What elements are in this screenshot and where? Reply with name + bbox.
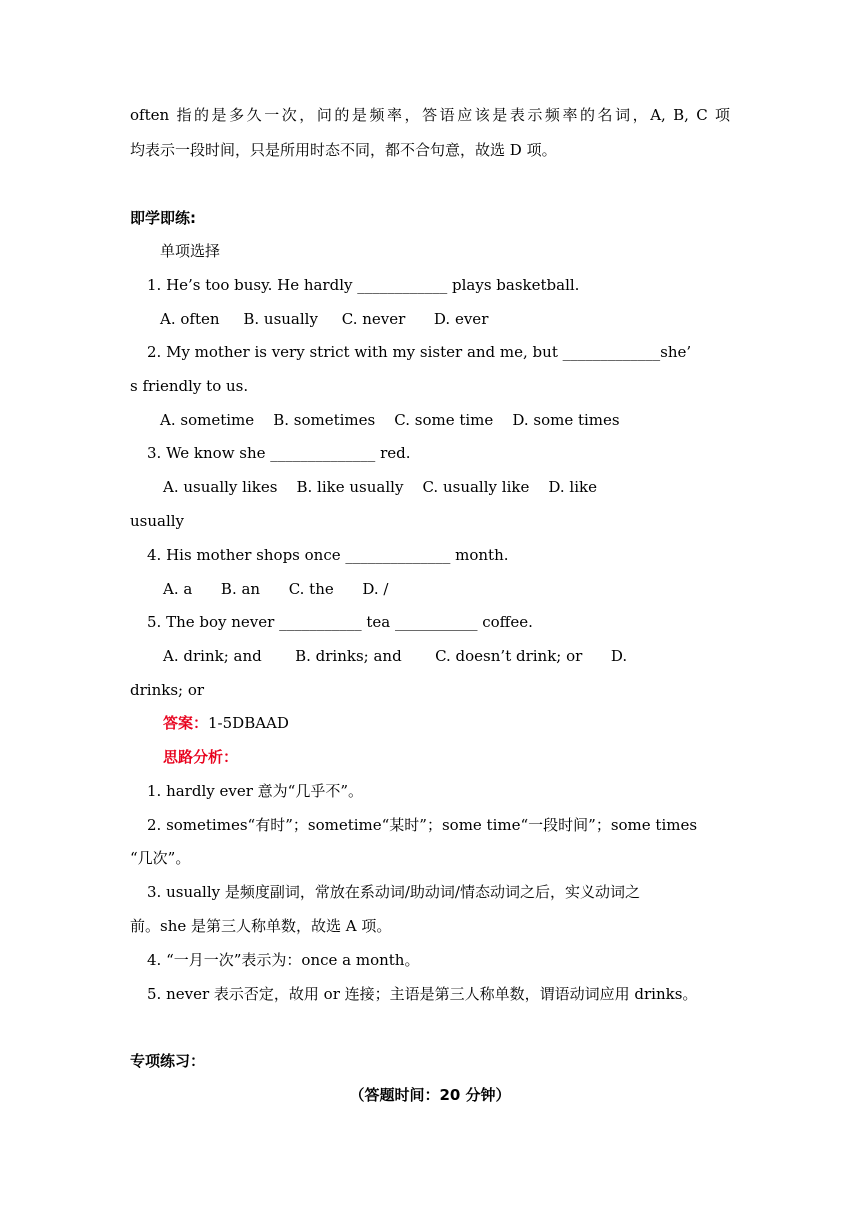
- analysis-1: 1. hardly ever 意为“几乎不”。: [147, 782, 363, 800]
- practice-subheading: 单项选择: [160, 242, 221, 260]
- analysis-2-line-1: 2. sometimes“有时”；sometime“某时”；some time“一段时间”；some times: [147, 816, 698, 834]
- question-2-line-2: s friendly to us.: [130, 377, 249, 395]
- analysis-2-line-2: “几次”。: [130, 849, 191, 867]
- question-2-options: A. sometime B. sometimes C. some time D. some times: [160, 411, 620, 429]
- question-4-options: A. a B. an C. the D. /: [163, 580, 389, 598]
- practice-heading: 即学即练:: [130, 209, 196, 227]
- intro-line-1: often 指的是多久一次，问的是频率，答语应该是表示频率的名词，A, B, C 项: [130, 106, 730, 124]
- analysis-label: 思路分析：: [163, 748, 239, 766]
- question-5-options-line-2: drinks; or: [130, 681, 205, 699]
- question-3-options-line-2: usually: [130, 512, 185, 530]
- analysis-3-line-1: 3. usually 是频度副词，常放在系动词/助动词/情态动词之后，实义动词之: [147, 883, 640, 901]
- question-1-options: A. often B. usually C. never D. ever: [160, 310, 489, 328]
- intro-line-2: 均表示一段时间，只是所用时态不同，都不合句意，故选 D 项。: [130, 141, 557, 159]
- question-4: 4. His mother shops once ______________ month.: [147, 546, 509, 564]
- question-3-options-line-1: A. usually likes B. like usually C. usually like D. like: [163, 478, 597, 496]
- special-heading: 专项练习：: [130, 1052, 206, 1070]
- answer-line: [163, 713, 763, 733]
- question-2-line-1: 2. My mother is very strict with my sister and me, but _____________she’: [147, 343, 692, 361]
- analysis-4: 4. “一月一次”表示为：once a month。: [147, 951, 420, 969]
- analysis-3-line-2: 前。she 是第三人称单数，故选 A 项。: [130, 917, 392, 935]
- question-5-options-line-1: A. drink; and B. drinks; and C. doesn’t drink; or D.: [163, 647, 628, 665]
- question-1: 1. He’s too busy. He hardly ____________ plays basketball.: [147, 276, 580, 294]
- answer-label: 答案：: [163, 714, 209, 732]
- answer-value: 1-5DBAAD: [208, 714, 289, 732]
- analysis-5: 5. never 表示否定，故用 or 连接；主语是第三人称单数，谓语动词应用 drinks。: [147, 985, 698, 1003]
- question-3: 3. We know she ______________ red.: [147, 444, 411, 462]
- time-note: （答题时间：20 分钟）: [349, 1086, 511, 1104]
- question-5: 5. The boy never ___________ tea ___________ coffee.: [147, 613, 533, 631]
